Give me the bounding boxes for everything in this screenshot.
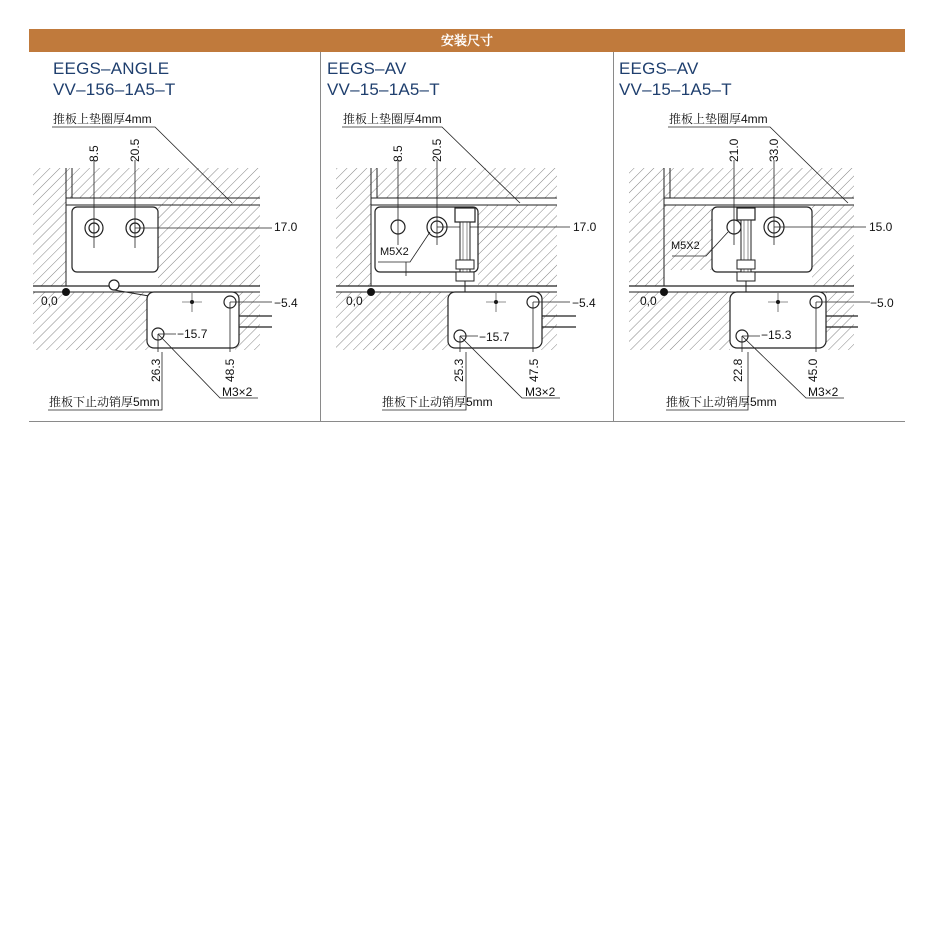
panel1-switch-offset: −5.4: [274, 296, 298, 310]
panel3-hole2-dim: 33.0: [767, 138, 781, 162]
panel2-title-line1: EEGS–AV: [327, 59, 407, 78]
panel1-hole1-dim: 8.5: [87, 145, 101, 162]
panel2-bolt: M5X2: [380, 246, 409, 258]
panel1-top-note: 推板上垫圈厚4mm: [53, 112, 152, 126]
panel2-hole2-dim: 20.5: [430, 138, 444, 162]
panel1-wall-top: [66, 168, 260, 198]
panel3-bottom-dim1: 22.8: [731, 358, 745, 382]
panel1-bottom-dim2: 48.5: [223, 358, 237, 382]
panel1-wall-left: [33, 168, 66, 286]
panel3-bottom-note: 推板下止动销厚5mm: [666, 395, 777, 409]
panel2-right-dim: 17.0: [573, 220, 597, 234]
panel1-bracket: [72, 207, 158, 272]
panel2-bottom-dim1: 25.3: [452, 358, 466, 382]
panel1-title-line1: EEGS–ANGLE: [53, 59, 170, 78]
panel3-bolt: M5X2: [671, 240, 700, 252]
panel3-bottom-dim2: 45.0: [806, 358, 820, 382]
panel3-title-line1: EEGS–AV: [619, 59, 699, 78]
panel3-switch-inner: −15.3: [761, 328, 792, 342]
panel2-bottom-note: 推板下止动销厚5mm: [382, 395, 493, 409]
panel1-hole2-dim: 20.5: [128, 138, 142, 162]
panel2-bottom-dim2: 47.5: [527, 358, 541, 382]
panel3-bracket: [712, 207, 812, 272]
panel3-right-dim: 15.0: [869, 220, 893, 234]
section-header: 安装尺寸: [29, 29, 905, 52]
panel3-origin: 0,0: [640, 294, 657, 308]
panel2-origin: 0,0: [346, 294, 363, 308]
panel1-switch-inner: −15.7: [177, 327, 208, 341]
panel2-title-line2: VV–15–1A5–T: [327, 80, 440, 99]
panel3-screw: M3×2: [808, 385, 839, 399]
panel2-hole1-dim: 8.5: [391, 145, 405, 162]
panel1-screw: M3×2: [222, 385, 253, 399]
panel2-screw: M3×2: [525, 385, 556, 399]
panel1-origin: 0,0: [41, 294, 58, 308]
panel2-switch-offset: −5.4: [572, 296, 596, 310]
panel3-top-note: 推板上垫圈厚4mm: [669, 112, 768, 126]
panel1-bottom-dim1: 26.3: [149, 358, 163, 382]
panel3-hole1-dim: 21.0: [727, 138, 741, 162]
panel1-right-dim: 17.0: [274, 220, 298, 234]
panel2-top-note: 推板上垫圈厚4mm: [343, 112, 442, 126]
panel1-bottom-note: 推板下止动销厚5mm: [49, 395, 160, 409]
panel3-title-line2: VV–15–1A5–T: [619, 80, 732, 99]
panel2-switch-inner: −15.7: [479, 330, 510, 344]
panel3-drawing: [629, 127, 870, 410]
panel1-title-line2: VV–156–1A5–T: [53, 80, 176, 99]
panel3-switch-offset: −5.0: [870, 296, 894, 310]
panel1-wall-right: [158, 198, 260, 286]
